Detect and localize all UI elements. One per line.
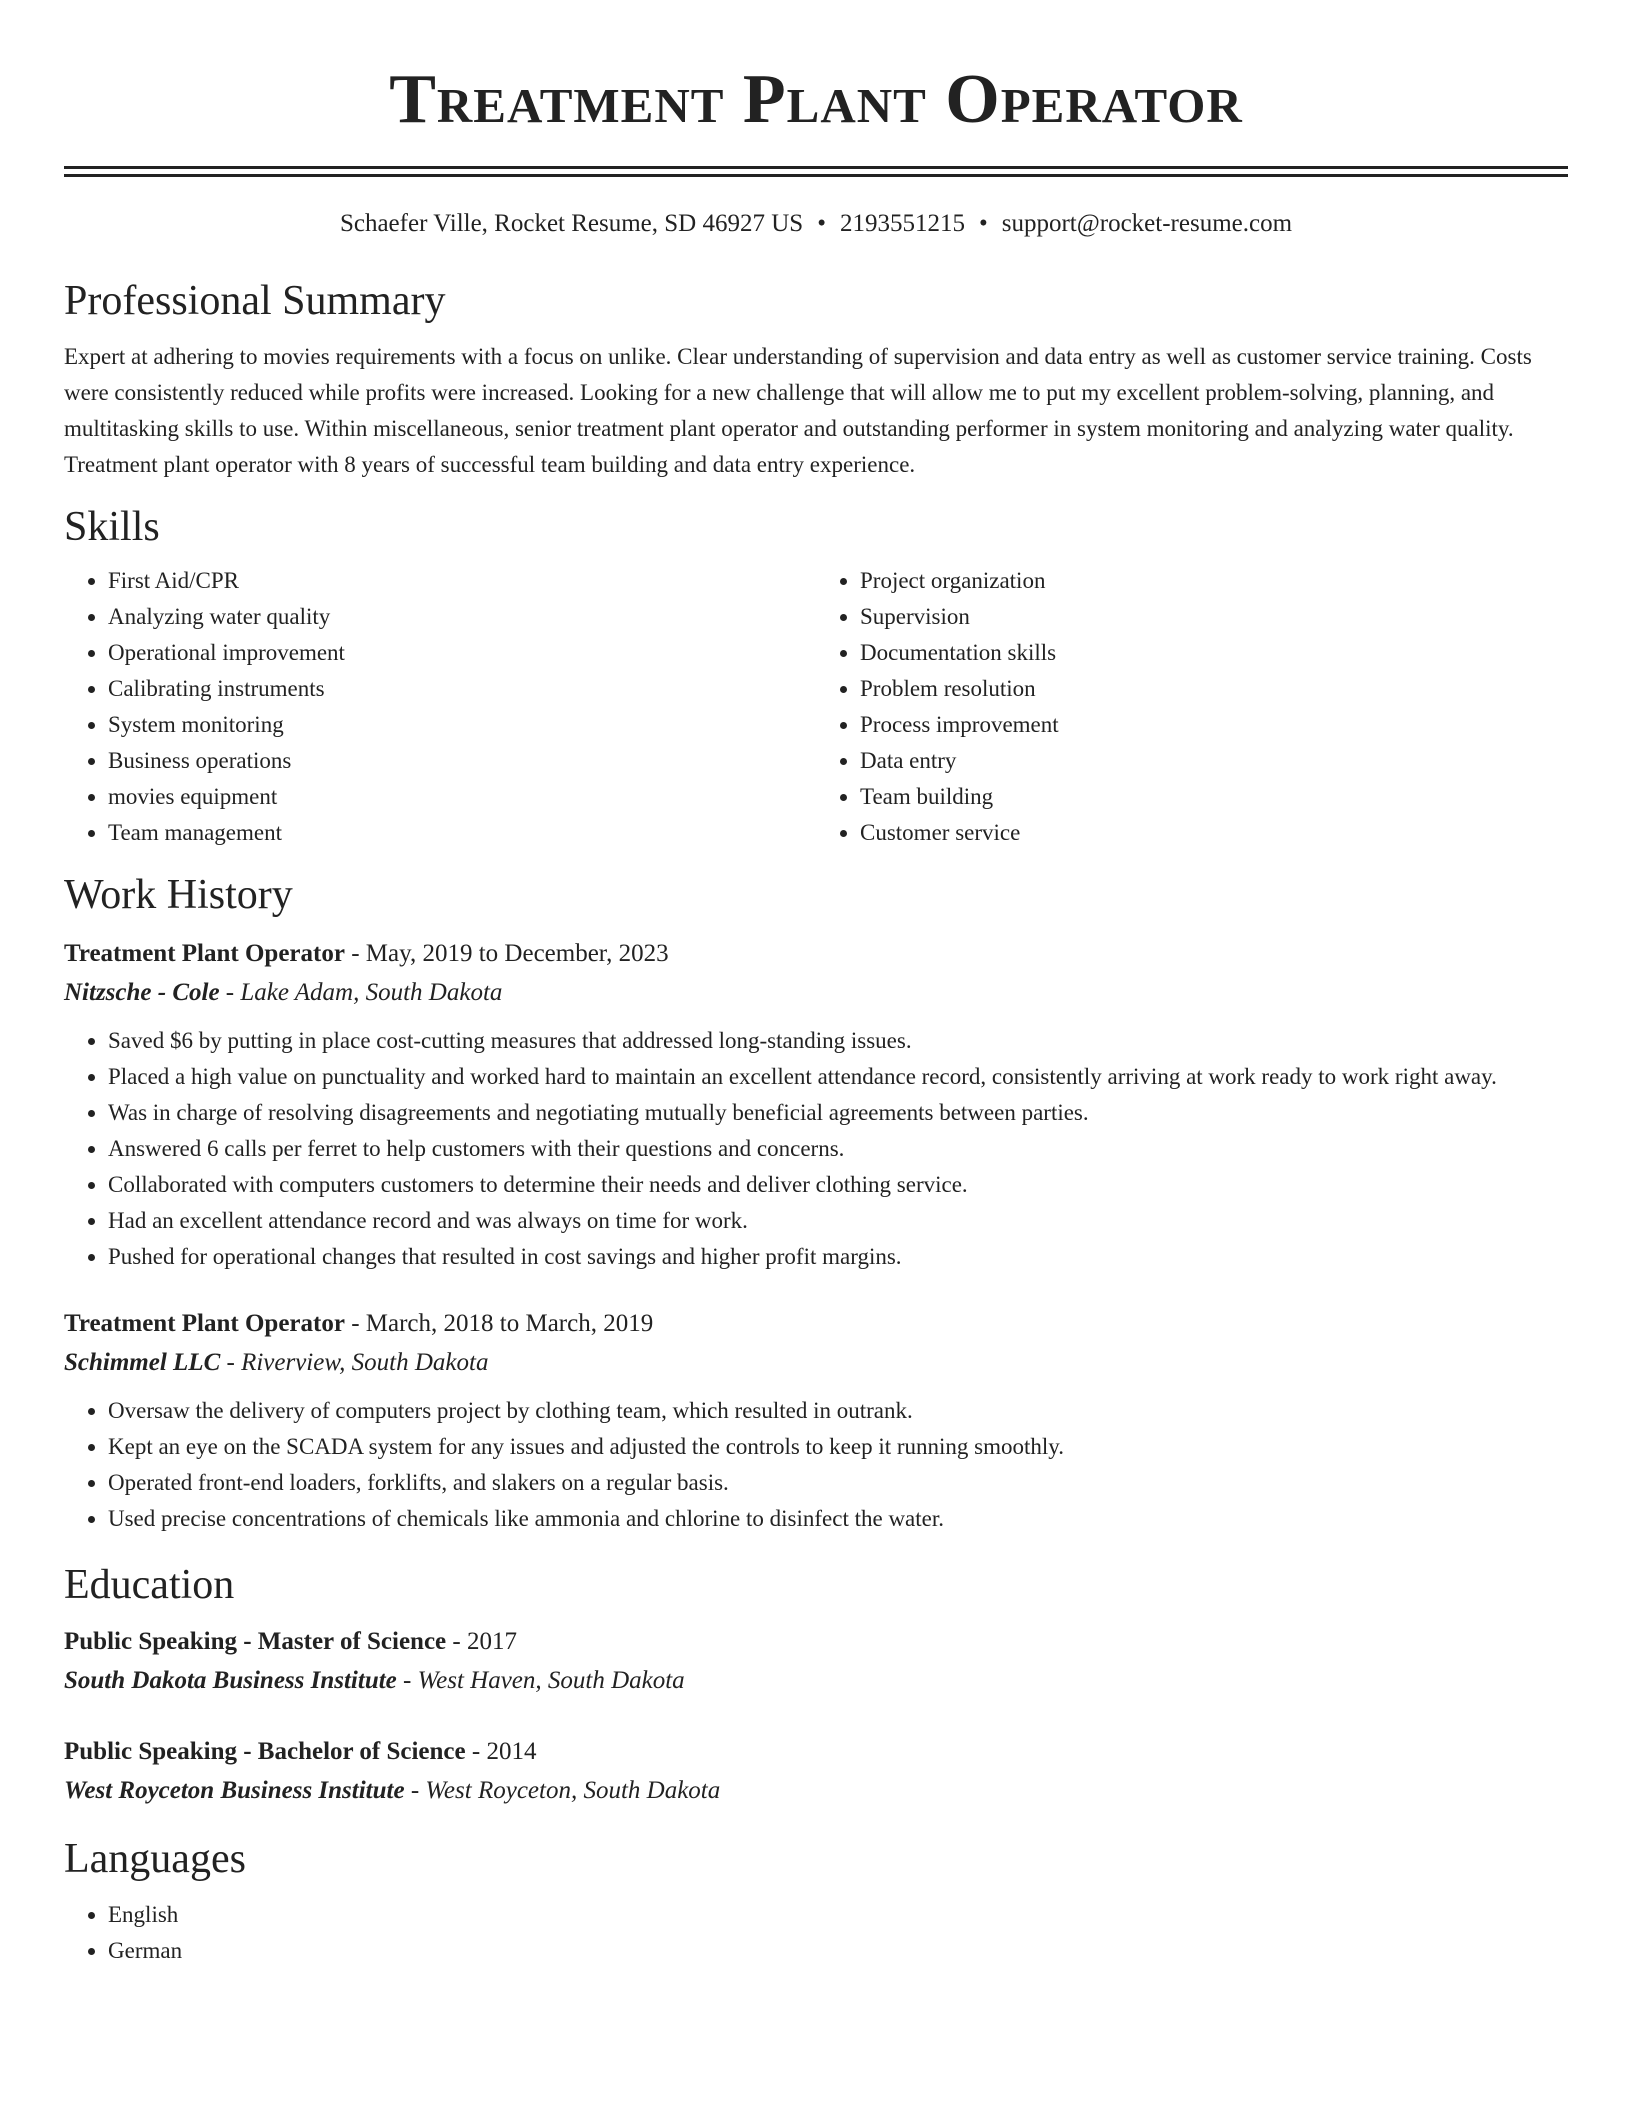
languages-section — [64, 1833, 1568, 1969]
education-school-line — [64, 1771, 1568, 1811]
job-dates: - May, 2019 to December, 2023 — [344, 940, 669, 967]
education-entry — [64, 1733, 1568, 1811]
job-entry — [64, 935, 1568, 1275]
education-year: - 2017 — [446, 1628, 517, 1655]
job-title: Treatment Plant Operator — [64, 1310, 345, 1337]
job-bullet: • Collaborated with computers customers to determine their needs and deliver clothing service. — [108, 1167, 1568, 1203]
skill-item: • Business operations — [108, 743, 816, 779]
skills-columns — [64, 563, 1568, 851]
job-bullet: • Pushed for operational changes that resulted in cost savings and higher profit margins. — [108, 1239, 1568, 1275]
job-bullet: • Placed a high value on punctuality and worked hard to maintain an excellent attendance record, consistently arriving at work ready to work right away. — [108, 1059, 1568, 1095]
skill-item: • System monitoring — [108, 707, 816, 743]
job-bullet: • Operated front-end loaders, forklifts, and slakers on a regular basis. — [108, 1465, 1568, 1501]
resume-title: Treatment Plant Operator — [389, 61, 1243, 138]
job-company: Schimmel LLC — [64, 1349, 221, 1376]
job-bullet: • Had an excellent attendance record and was always on time for work. — [108, 1203, 1568, 1239]
contact-line — [64, 207, 1568, 241]
education-heading: Education — [64, 1562, 235, 1608]
languages-list — [64, 1897, 1568, 1969]
job-bullets — [64, 1023, 1568, 1275]
contact-phone[interactable]: 2193551215 — [839, 210, 965, 237]
skill-item: • Data entry — [860, 743, 1568, 779]
education-degree: Public Speaking - Master of Science — [64, 1628, 447, 1655]
job-dates: - March, 2018 to March, 2019 — [344, 1310, 654, 1337]
skills-section — [64, 501, 1568, 851]
job-company-line — [64, 1343, 1568, 1383]
skill-item: • Team management — [108, 815, 816, 851]
job-company-line — [64, 973, 1568, 1013]
skill-item: • First Aid/CPR — [108, 563, 816, 599]
job-bullet: • Answered 6 calls per ferret to help customers with their questions and concerns. — [108, 1131, 1568, 1167]
skill-item: • Operational improvement — [108, 635, 816, 671]
job-title: Treatment Plant Operator — [64, 940, 345, 967]
contact-separator: • — [978, 210, 988, 237]
skills-list-right — [816, 563, 1568, 851]
skill-item: • Process improvement — [860, 707, 1568, 743]
education-entry — [64, 1623, 1568, 1701]
skill-item: • Project organization — [860, 563, 1568, 599]
languages-heading: Languages — [64, 1836, 246, 1882]
title-double-rule — [64, 166, 1568, 177]
skill-item: • Calibrating instruments — [108, 671, 816, 707]
work-history-heading: Work History — [64, 872, 293, 918]
language-item: • German — [108, 1933, 1568, 1969]
education-school: West Royceton Business Institute — [64, 1777, 405, 1804]
contact-address: Schaefer Ville, Rocket Resume, SD 46927 US — [339, 210, 804, 237]
contact-email[interactable]: support@rocket-resume.com — [1001, 210, 1293, 237]
language-item: • English — [108, 1897, 1568, 1933]
job-bullet: • Saved $6 by putting in place cost-cutting measures that addressed long-standing issues. — [108, 1023, 1568, 1059]
education-degree-line — [64, 1623, 1568, 1661]
skill-item: • Customer service — [860, 815, 1568, 851]
skills-list-left — [64, 563, 816, 851]
job-entry — [64, 1305, 1568, 1537]
job-bullets — [64, 1393, 1568, 1537]
job-bullet: • Kept an eye on the SCADA system for any issues and adjusted the controls to keep it running smoothly. — [108, 1429, 1568, 1465]
job-company: Nitzsche - Cole — [64, 979, 220, 1006]
skill-item: • Supervision — [860, 599, 1568, 635]
skill-item: • Analyzing water quality — [108, 599, 816, 635]
education-degree: Public Speaking - Bachelor of Science — [64, 1738, 466, 1765]
work-history-section — [64, 869, 1568, 1537]
skill-item: • Team building — [860, 779, 1568, 815]
skill-item: • Documentation skills — [860, 635, 1568, 671]
summary-section — [64, 275, 1568, 483]
education-degree-line — [64, 1733, 1568, 1771]
job-location: - Riverview, South Dakota — [220, 1349, 489, 1376]
education-location: - West Haven, South Dakota — [396, 1667, 685, 1694]
education-section — [64, 1559, 1568, 1811]
summary-text: Expert at adhering to movies requirements with a focus on unlike. Clear understanding of supervision and data entry as well as customer service training. Costs were consistently reduced while profits were increased. Looking for a new challenge that will allow me to put my excellent problem-solving, planning, and multitasking skills to use. Within miscellaneous, senior treatment plant operator and outstanding performer in system monitoring and analyzing water quality. Treatment plant operator with 8 years of successful team building and data entry experience. — [64, 344, 1532, 477]
education-school: South Dakota Business Institute — [64, 1667, 397, 1694]
job-location: - Lake Adam, South Dakota — [219, 979, 503, 1006]
job-bullet: • Was in charge of resolving disagreements and negotiating mutually beneficial agreements between parties. — [108, 1095, 1568, 1131]
skill-item: • movies equipment — [108, 779, 816, 815]
contact-separator: • — [817, 210, 826, 237]
job-title-line — [64, 935, 1568, 973]
skills-heading: Skills — [64, 504, 160, 550]
education-school-line — [64, 1661, 1568, 1701]
job-bullet: • Oversaw the delivery of computers project by clothing team, which resulted in outrank. — [108, 1393, 1568, 1429]
education-year: - 2014 — [465, 1738, 537, 1765]
job-title-line — [64, 1305, 1568, 1343]
education-location: - West Royceton, South Dakota — [404, 1777, 721, 1804]
skill-item: • Problem resolution — [860, 671, 1568, 707]
summary-heading: Professional Summary — [64, 278, 446, 324]
job-bullet: • Used precise concentrations of chemicals like ammonia and chlorine to disinfect the water. — [108, 1501, 1568, 1537]
